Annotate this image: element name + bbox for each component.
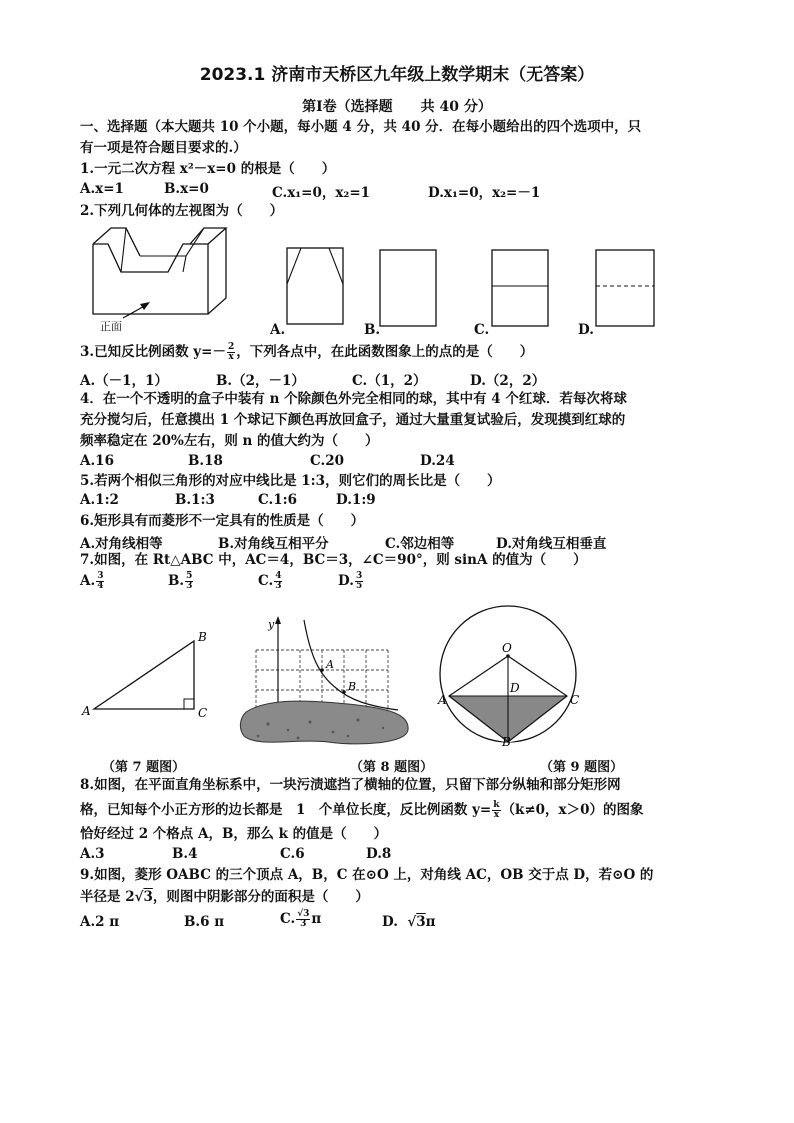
q6-stem: 6.矩形具有而菱形不一定具有的性质是（ ） (80, 513, 365, 529)
q4-option-d: D.24 (420, 453, 455, 469)
q3-stem-part-b: ，下列各点中，在此函数图象上的点的是（ ） (236, 344, 534, 360)
q9-option-a: A.2 π (80, 914, 120, 930)
q6-option-b: B.对角线互相平分 (218, 536, 329, 552)
q2-option-d-figure (594, 248, 656, 328)
q8-line-2-b: （k≠0，x＞0）的图象 (501, 802, 644, 818)
fig7-label-a: A (82, 704, 91, 718)
q7-option-c-den: 3 (275, 581, 282, 591)
q9-line-2-b: ，则图中阴影部分的面积是（ ） (152, 889, 369, 905)
q3-stem-part-a: 3.已知反比例函数 y=－ (80, 344, 226, 360)
fig8-label-y: y (268, 618, 275, 631)
q2-option-a: A. (270, 322, 286, 338)
q9-option-b: B.6 π (184, 914, 225, 930)
q2-option-c: C. (474, 322, 490, 338)
q8-line-2 (80, 801, 644, 820)
q8-frac-den: x (493, 810, 500, 820)
fig9-label-c: C (570, 693, 580, 707)
q4-option-b: B.18 (188, 453, 223, 469)
q2-option-d: D. (578, 322, 594, 338)
q9-line-1: 9.如图，菱形 OABC 的三个顶点 A，B，C 在⊙O 上，对角线 AC，OB 交于点 D，若⊙O 的 (80, 867, 654, 883)
q7-option-c-letter: C. (258, 573, 274, 589)
fig8-label-b: B (348, 680, 357, 693)
q3-option-a: A.（－1，1） (80, 373, 168, 389)
q2-option-b-figure (378, 248, 438, 328)
q7-option-c-num: 4 (275, 571, 282, 581)
q4-option-a: A.16 (80, 453, 114, 469)
section-subtitle: 第Ⅰ卷（选择题 共 40 分） (302, 99, 492, 115)
q8-line-3: 恰好经过 2 个格点 A，B，那么 k 的值是（ ） (80, 826, 388, 842)
q9-option-c-num: √3 (297, 909, 310, 919)
q8-fraction (492, 801, 500, 820)
q7-option-b-num: 5 (186, 571, 193, 581)
q7-option-d (338, 572, 364, 591)
q8-option-a: A.3 (80, 846, 105, 862)
fig9-label-b: B (502, 735, 511, 748)
q4-option-c: C.20 (310, 453, 344, 469)
q7-option-d-den: 5 (355, 581, 363, 591)
q7-option-a (80, 572, 105, 591)
q4-line-3: 频率稳定在 20%左右，则 n 的值大约为（ ） (80, 433, 379, 449)
fig9-label-d: D (510, 681, 520, 695)
q1-option-c: C.x₁=0，x₂=1 (272, 185, 371, 201)
fig9-circle-rhombus (436, 598, 586, 748)
q7-option-b-den: 3 (186, 581, 193, 591)
q3-frac-den: x (228, 352, 234, 362)
q6-option-d: D.对角线互相垂直 (496, 536, 607, 552)
q2-option-b: B. (364, 322, 381, 338)
fig7-label-c: C (198, 706, 208, 720)
q9-line-2-a: 半径是 2 (80, 889, 135, 905)
q9-sqrt-radicand: 3 (143, 889, 153, 905)
q5-stem: 5.若两个相似三角形的对应中线比是 1:3，则它们的周长比是（ ） (80, 473, 501, 489)
q9-option-c (280, 910, 321, 929)
q7-option-c (258, 572, 283, 591)
q9-option-d-sqrt-sign: √ (407, 914, 417, 930)
q9-option-c-letter: C. (280, 911, 296, 927)
q7-option-d-letter: D. (338, 573, 354, 589)
fig9-caption: （第 9 题图） (540, 760, 624, 775)
q1-option-a: A.x=1 (80, 181, 124, 197)
q5-option-c: C.1:6 (258, 492, 297, 508)
q2-option-c-figure (490, 248, 550, 328)
fig9-label-a: A (438, 693, 447, 707)
q9-option-d (382, 914, 436, 930)
document-title: 2023.1 济南市天桥区九年级上数学期末（无答案） (199, 65, 595, 85)
q1-option-d: D.x₁=0，x₂=－1 (428, 185, 541, 201)
q3-option-c: C.（1，2） (352, 373, 427, 389)
intro-line-1: 一、选择题（本大题共 10 个小题，每小题 4 分，共 40 分．在每小题给出的四个选项中，只 (80, 119, 642, 135)
q9-line-2 (80, 888, 369, 906)
fig7-triangle (78, 625, 218, 725)
q8-option-d: D.8 (366, 846, 392, 862)
q2-option-a-figure (285, 246, 345, 326)
q9-option-d-letter: D. (382, 914, 398, 930)
q8-frac-num: k (493, 800, 500, 810)
q7-option-a-num: 3 (97, 571, 104, 581)
q6-option-c: C.邻边相等 (385, 536, 455, 552)
fig9-label-o: O (502, 641, 512, 655)
q3-option-b: B.（2，－1） (216, 373, 305, 389)
q5-option-d: D.1:9 (336, 492, 376, 508)
q3-stem (80, 343, 533, 362)
q4-line-1: 4．在一个不透明的盒子中装有 n 个除颜色外完全相同的球，其中有 4 个红球．若每次将球 (80, 391, 627, 407)
q9-option-d-radicand: 3 (416, 914, 426, 930)
q8-line-2-a: 格，已知每个小正方形的边长都是 1 个单位长度，反比例函数 y= (80, 802, 492, 818)
q3-frac-num: 2 (227, 342, 235, 352)
q3-option-d: D.（2，2） (470, 373, 546, 389)
q9-option-c-den: 3 (300, 919, 307, 929)
q9-option-d-suffix: π (425, 914, 436, 930)
q8-option-b: B.4 (172, 846, 198, 862)
q9-sqrt-sign: √ (134, 889, 144, 905)
q7-option-b-letter: B. (168, 573, 185, 589)
fig7-label-b: B (198, 630, 207, 644)
q9-option-c-suffix: π (311, 911, 322, 927)
q3-fraction (227, 343, 235, 362)
intro-line-2: 有一项是符合题目要求的.） (80, 140, 247, 156)
q4-line-2: 充分搅匀后，任意摸出 1 个球记下颜色再放回盒子，通过大量重复试验后，发现摸到红球的 (80, 412, 626, 428)
q7-option-d-num: 3 (355, 571, 363, 581)
fig8-caption: （第 8 题图） (350, 760, 434, 775)
q5-option-b: B.1:3 (175, 492, 215, 508)
q1-stem: 1.一元二次方程 x²－x=0 的根是（ ） (80, 161, 336, 177)
fig7-caption: （第 7 题图） (102, 760, 186, 775)
q7-stem: 7.如图，在 Rt△ABC 中，AC＝4，BC＝3，∠C＝90°，则 sinA 的值为（ ） (80, 552, 587, 568)
q8-line-1: 8.如图，在平面直角坐标系中，一块污渍遮挡了横轴的位置，只留下部分纵轴和部分矩形网 (80, 777, 621, 793)
q1-option-b: B.x=0 (164, 181, 209, 197)
q2-stem: 2.下列几何体的左视图为（ ） (80, 203, 284, 219)
q6-option-a: A.对角线相等 (80, 536, 163, 552)
fig8-label-a: A (326, 658, 334, 671)
q7-option-b (168, 572, 194, 591)
q5-option-a: A.1:2 (80, 492, 119, 508)
q7-option-a-letter: A. (80, 573, 96, 589)
q8-option-c: C.6 (280, 846, 305, 862)
fig8-grid-graph (238, 614, 418, 754)
front-view-label: 正面 (100, 320, 122, 333)
q7-option-a-den: 4 (97, 581, 104, 591)
